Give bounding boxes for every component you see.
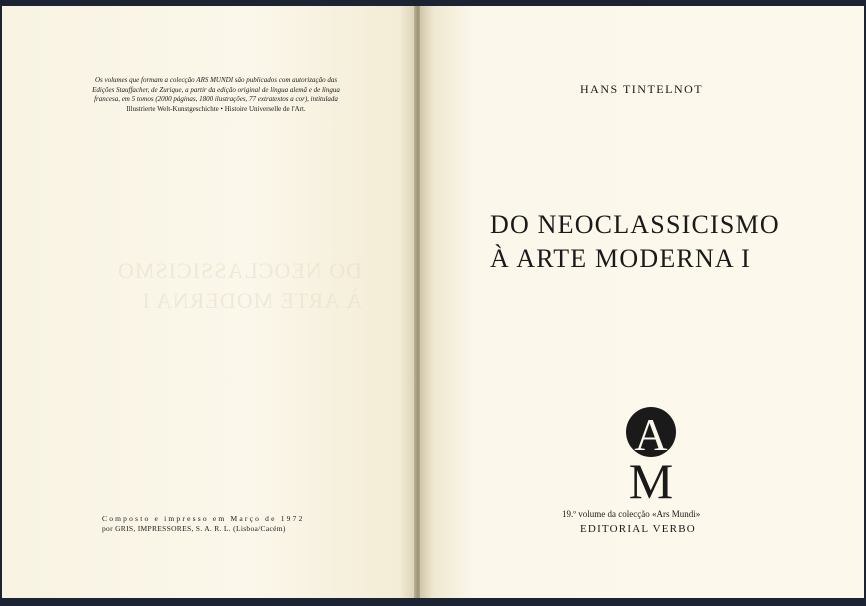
printer-imprint — [102, 514, 342, 534]
title-line: DO NEOCLASSICISMO — [490, 210, 780, 239]
left-page — [2, 6, 416, 598]
author-name: HANS TINTELNOT — [580, 82, 704, 96]
imprint-line: Composto e impresso em Março de 1972 — [102, 514, 305, 523]
title-line: À ARTE MODERNA I — [490, 244, 752, 273]
logo-letter-m: M — [628, 453, 674, 502]
colophon-notice — [60, 76, 372, 114]
right-page — [420, 6, 864, 598]
colophon-line: Illustrierte Welt-Kunstgeschichte • Histoire Universelle de l'Art. — [126, 104, 306, 113]
colophon-line: Edições Stauffacher, de Zurique, a partir da edição original de língua alemã e de língua — [92, 85, 340, 94]
imprint-line: por GRIS, IMPRESSORES, S. A. R. L. (Lisboa/Cacém) — [102, 524, 286, 533]
colophon-line: francesa, em 5 tomos (2000 páginas, 1800 ilustrações, 77 extratextos a cor), intitulada — [94, 95, 338, 103]
show-through-text — [92, 256, 362, 316]
ars-mundi-monogram-icon — [619, 406, 683, 502]
collection-note: 19.º volume da colecção «Ars Mundi» — [562, 509, 701, 519]
publisher-name: EDITORIAL VERBO — [580, 523, 696, 535]
book-title — [490, 208, 780, 276]
logo-letter-a: A — [634, 409, 668, 460]
show-through-line: À ARTE MODERNA I — [141, 288, 362, 313]
colophon-line: Os volumes que formam a colecção ARS MUNDI são publicados com autorização das — [94, 76, 338, 84]
show-through-line: DO NEOCLASSICISMO — [117, 258, 362, 283]
